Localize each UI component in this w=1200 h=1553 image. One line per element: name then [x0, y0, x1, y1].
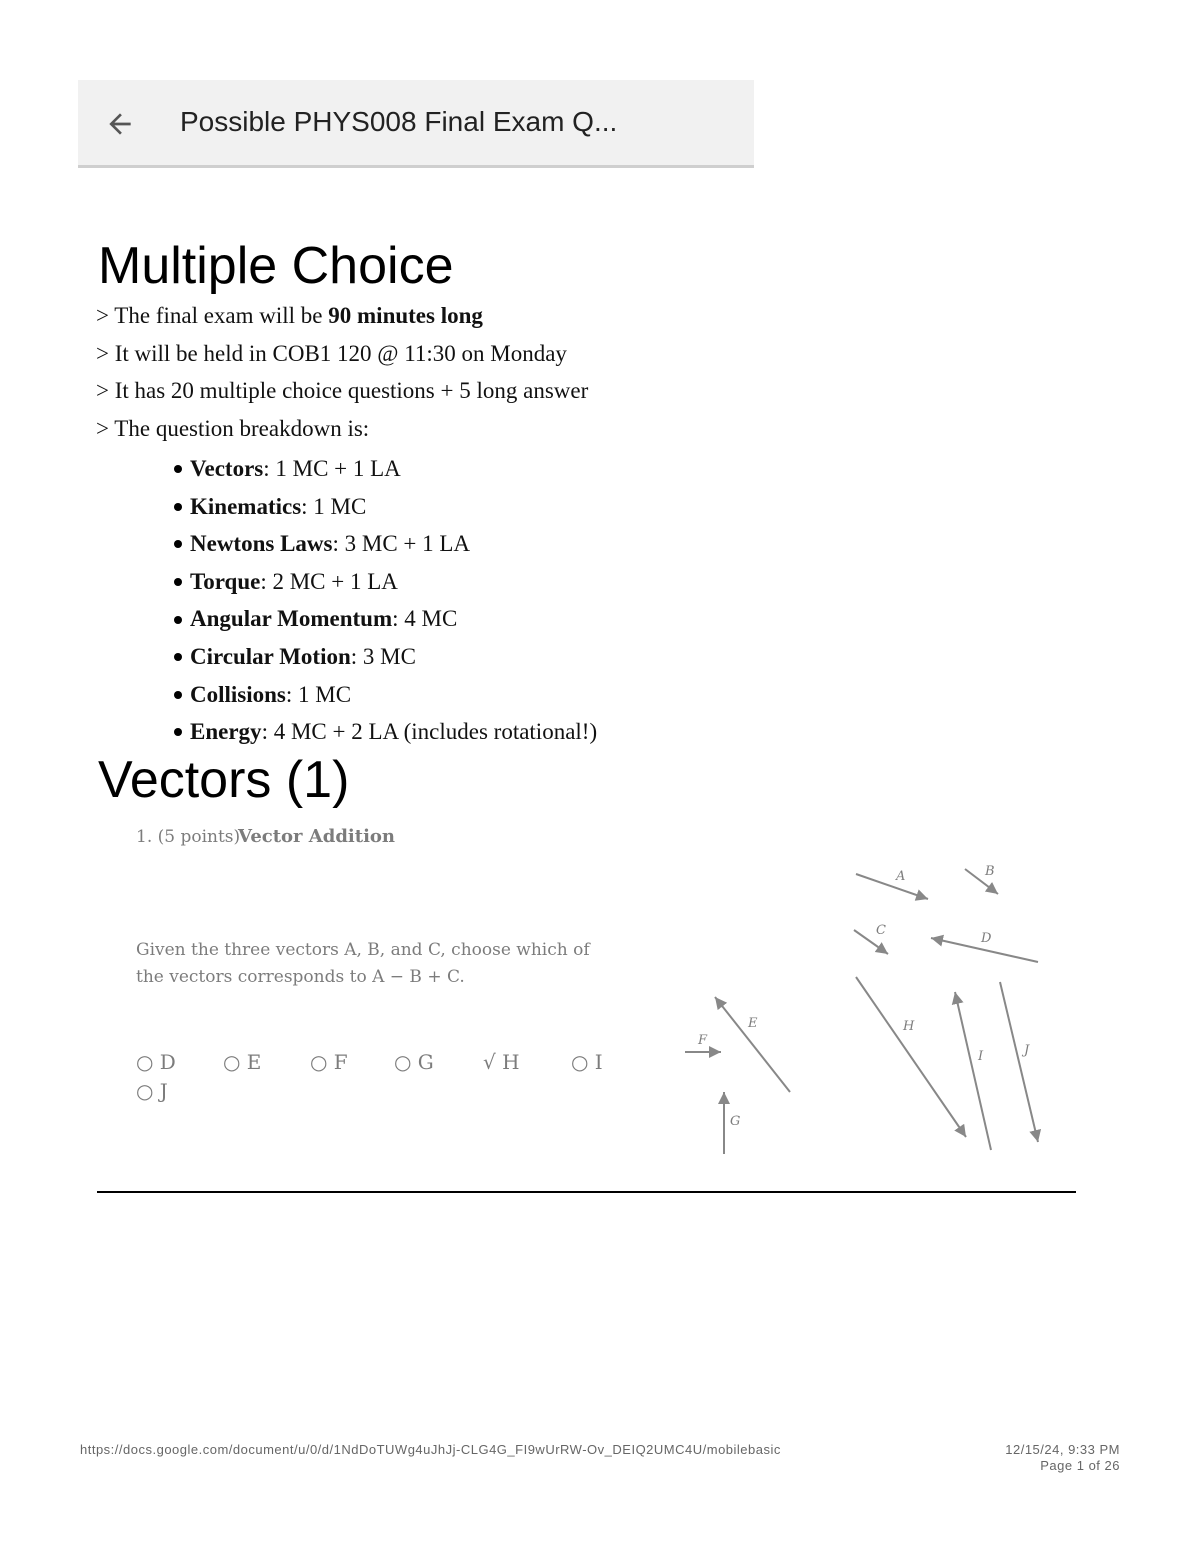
footer-meta [1005, 1442, 1120, 1474]
vector-arrow [856, 874, 928, 899]
bullet-icon [174, 503, 182, 511]
info-line-location: > It will be held in COB1 120 @ 11:30 on Monday [96, 341, 567, 366]
topic-detail: : 2 MC + 1 LA [260, 568, 398, 594]
footer-page-number: Page 1 of 26 [1040, 1458, 1120, 1473]
topic-detail: : 3 MC [350, 643, 416, 669]
vector-label: H [903, 1019, 915, 1034]
answer-option[interactable]: ○ F [310, 1050, 348, 1074]
bullet-icon [174, 465, 182, 473]
list-item [172, 605, 597, 643]
topic-detail: : 4 MC [392, 606, 458, 632]
vector-label: E [748, 1016, 758, 1031]
list-item [172, 681, 597, 719]
bullet-icon [174, 691, 182, 699]
list-item [172, 643, 597, 681]
vector-label: I [978, 1049, 984, 1064]
info-line-breakdown-intro: > The question breakdown is: [96, 416, 370, 441]
answer-option[interactable]: ○ I [571, 1050, 603, 1074]
vector-label: J [1024, 1043, 1030, 1058]
vector-label: D [981, 931, 992, 946]
vector-label: A [896, 869, 906, 884]
topic-detail: : 1 MC + 1 LA [263, 456, 401, 481]
bullet-icon [174, 578, 182, 586]
vector-diagram [685, 869, 1038, 1154]
problem-prompt-line1: Given the three vectors A, B, and C, choose which of [136, 940, 590, 960]
section-heading-vectors: Vectors (1) [98, 751, 350, 809]
topic-detail: : 1 MC [285, 681, 352, 707]
topic-detail: : 3 MC + 1 LA [332, 531, 471, 557]
topic-name: Torque [190, 568, 261, 594]
list-item [172, 493, 597, 531]
problem-prompt-line2: the vectors corresponds to A − B + C. [136, 967, 465, 987]
info-line-duration-bold: 90 minutes long [328, 303, 483, 328]
vector-arrow [955, 992, 991, 1150]
topic-name: Collisions [190, 681, 286, 707]
answer-option[interactable]: ○ J [136, 1079, 168, 1103]
list-item [172, 568, 597, 606]
topic-name: Energy [190, 719, 262, 745]
vector-arrow [715, 997, 790, 1092]
bullet-icon [174, 728, 182, 736]
problem-heading: Vector Addition [238, 826, 396, 847]
vector-label: F [698, 1033, 708, 1048]
document-title: Possible PHYS008 Final Exam Q... [180, 106, 618, 137]
section-divider [97, 1191, 1076, 1193]
answer-option-selected[interactable]: √ H [483, 1050, 520, 1074]
vector-arrow [1000, 982, 1038, 1142]
info-line-questions: > It has 20 multiple choice questions + 5 long answer [96, 378, 589, 403]
answer-option[interactable]: ○ E [223, 1050, 262, 1074]
app-header [78, 80, 754, 168]
section-heading-multiple-choice: Multiple Choice [98, 237, 454, 295]
vector-label: C [876, 923, 886, 938]
answer-option[interactable]: ○ D [136, 1050, 176, 1074]
list-item [172, 455, 597, 493]
topic-detail: : 1 MC [301, 493, 367, 519]
question-breakdown-list [172, 455, 597, 756]
problem-points: 1. (5 points) [136, 827, 241, 847]
info-line-duration-prefix: > The final exam will be [96, 303, 329, 328]
bullet-icon [174, 540, 182, 548]
vector-label: B [985, 864, 995, 879]
list-item [172, 530, 597, 568]
bullet-icon [174, 653, 182, 661]
topic-name: Newtons Laws [190, 531, 333, 557]
vector-addition-problem-image [98, 812, 1078, 1172]
answer-option[interactable]: ○ G [394, 1050, 434, 1074]
topic-name: Vectors [190, 456, 264, 481]
topic-name: Angular Momentum [190, 606, 393, 632]
topic-detail: : 4 MC + 2 LA (includes rotational!) [261, 719, 598, 745]
arrow-left-icon[interactable] [104, 108, 136, 140]
footer-datetime: 12/15/24, 9:33 PM [1005, 1442, 1120, 1457]
footer-url: https://docs.google.com/document/u/0/d/1NdDoTUWg4uJhJj-CLG4G_FI9wUrRW-Ov_DEIQ2UMC4U/mobilebasic [80, 1442, 781, 1457]
bullet-icon [174, 616, 182, 624]
topic-name: Circular Motion [190, 643, 351, 669]
vector-arrow [856, 977, 966, 1137]
info-line-duration [96, 304, 483, 327]
vector-label: G [730, 1114, 741, 1129]
topic-name: Kinematics [190, 493, 302, 519]
